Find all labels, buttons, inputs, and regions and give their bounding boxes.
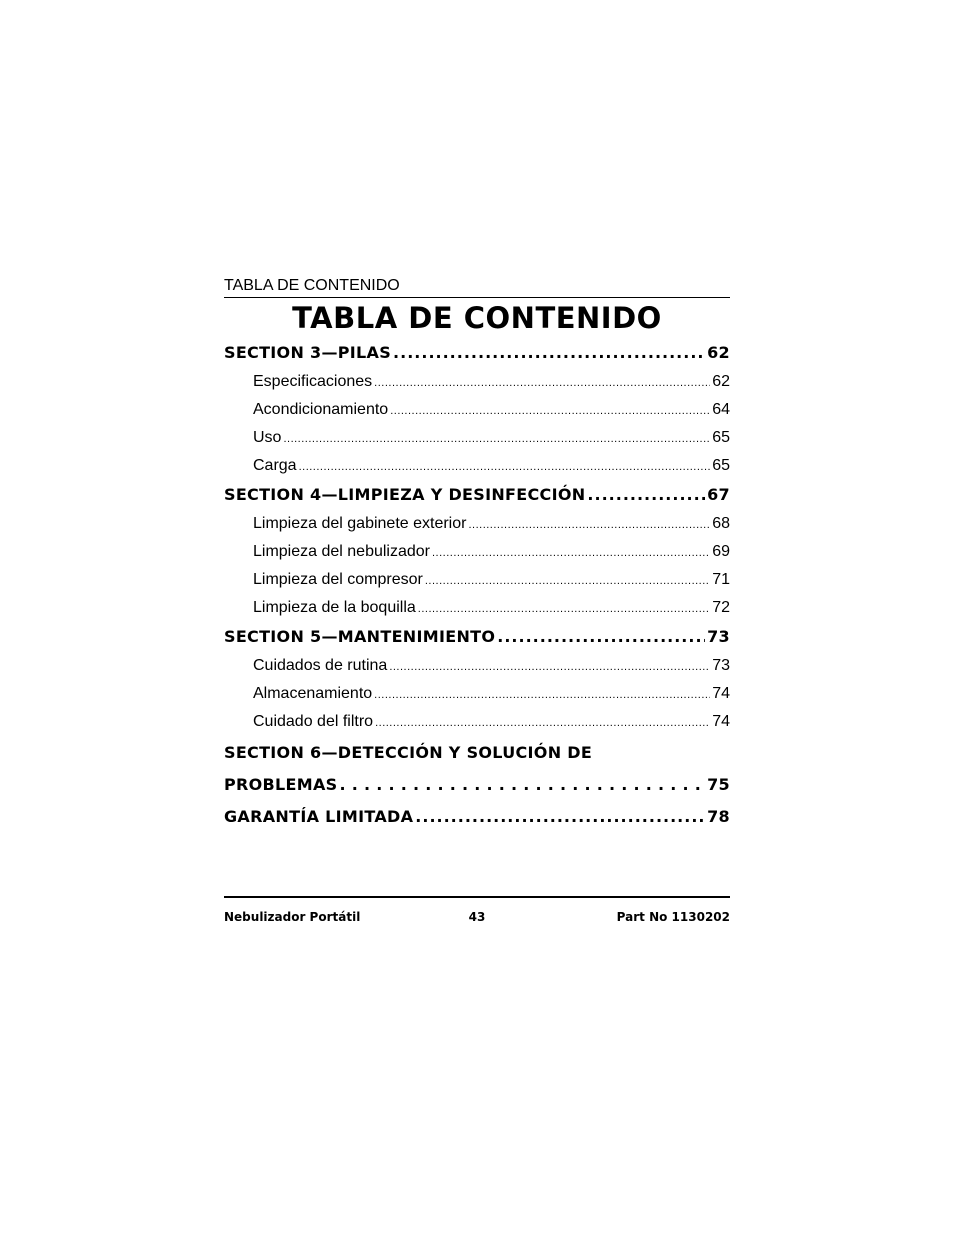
toc-section-5[interactable]: [224, 622, 730, 652]
toc-page-number: 75: [707, 775, 730, 794]
toc-item-limpieza-nebulizador[interactable]: [224, 538, 730, 566]
dot-leader: [389, 652, 710, 680]
footer-part-number: Part No 1130202: [616, 910, 730, 924]
toc-section-warranty[interactable]: [224, 802, 730, 832]
toc-section-label: SECTION 4—LIMPIEZA Y DESINFECCIÓN: [224, 485, 586, 504]
toc-section-label-line1: SECTION 6—DETECCIÓN Y SOLUCIÓN DE: [224, 743, 593, 762]
toc-section-6-line2: [224, 768, 730, 802]
toc-item-label: Cuidados de rutina: [253, 657, 388, 674]
toc-page-number: 73: [712, 657, 730, 674]
toc-item-label: Especificaciones: [253, 373, 373, 390]
page-footer: [224, 896, 730, 924]
toc-page-number: 74: [712, 685, 730, 702]
toc-page-number: 62: [712, 373, 730, 390]
dot-leader: [418, 594, 710, 622]
toc-item-label: Limpieza de la boquilla: [253, 599, 416, 616]
toc-item-carga[interactable]: [224, 452, 730, 480]
toc-page-number: 73: [707, 627, 730, 646]
page-title: TABLA DE CONTENIDO: [292, 301, 662, 335]
toc-item-label: Cuidado del filtro: [253, 713, 374, 730]
dot-leader: [375, 708, 710, 736]
footer-page-number: 43: [468, 910, 486, 924]
toc-page-number: 68: [712, 515, 730, 532]
toc-item-limpieza-gabinete[interactable]: [224, 510, 730, 538]
toc-section-label-line2: PROBLEMAS: [224, 775, 338, 794]
toc-item-label: Uso: [253, 429, 282, 446]
toc-item-label: Almacenamiento: [253, 685, 373, 702]
dot-leader: [415, 802, 705, 832]
toc-section-6[interactable]: [224, 738, 730, 802]
toc-item-label: Acondicionamiento: [253, 401, 389, 418]
dot-leader: [283, 424, 710, 452]
footer-product-name: Nebulizador Portátil: [224, 910, 361, 924]
table-of-contents: [224, 338, 730, 832]
dot-leader: [587, 480, 705, 510]
toc-page-number: 65: [712, 457, 730, 474]
toc-item-uso[interactable]: [224, 424, 730, 452]
toc-page-number: 78: [707, 807, 730, 826]
toc-item-cuidado-filtro[interactable]: [224, 708, 730, 736]
toc-section-4[interactable]: [224, 480, 730, 510]
toc-item-label: Limpieza del compresor: [253, 571, 423, 588]
toc-page-number: 69: [712, 543, 730, 560]
dot-leader: [299, 452, 711, 480]
toc-section-label: SECTION 3—PILAS: [224, 343, 392, 362]
toc-item-label: Limpieza del nebulizador: [253, 543, 430, 560]
dot-leader: [468, 510, 710, 538]
toc-item-especificaciones[interactable]: [224, 368, 730, 396]
toc-page-number: 74: [712, 713, 730, 730]
dot-leader: [497, 622, 705, 652]
dot-leader: [432, 538, 710, 566]
running-head: TABLA DE CONTENIDO: [224, 276, 730, 298]
toc-page-number: 71: [712, 571, 730, 588]
toc-item-acondicionamiento[interactable]: [224, 396, 730, 424]
toc-page-number: 72: [712, 599, 730, 616]
toc-item-almacenamiento[interactable]: [224, 680, 730, 708]
toc-item-limpieza-boquilla[interactable]: [224, 594, 730, 622]
dot-leader: [374, 680, 710, 708]
toc-item-limpieza-compresor[interactable]: [224, 566, 730, 594]
dot-leader: [425, 566, 710, 594]
dot-leader: [390, 396, 710, 424]
toc-section-label: GARANTÍA LIMITADA: [224, 807, 414, 826]
toc-item-label: Limpieza del gabinete exterior: [253, 515, 467, 532]
toc-section-3[interactable]: [224, 338, 730, 368]
toc-page-number: 67: [707, 485, 730, 504]
dot-leader: [374, 368, 710, 396]
toc-page-number: 62: [707, 343, 730, 362]
toc-item-cuidados-rutina[interactable]: [224, 652, 730, 680]
dot-leader: [393, 338, 705, 368]
toc-page-number: 64: [712, 401, 730, 418]
toc-section-label: SECTION 5—MANTENIMIENTO: [224, 627, 496, 646]
toc-item-label: Carga: [253, 457, 297, 474]
toc-page-number: 65: [712, 429, 730, 446]
document-page: [224, 0, 730, 1235]
dot-leader: [340, 768, 706, 802]
